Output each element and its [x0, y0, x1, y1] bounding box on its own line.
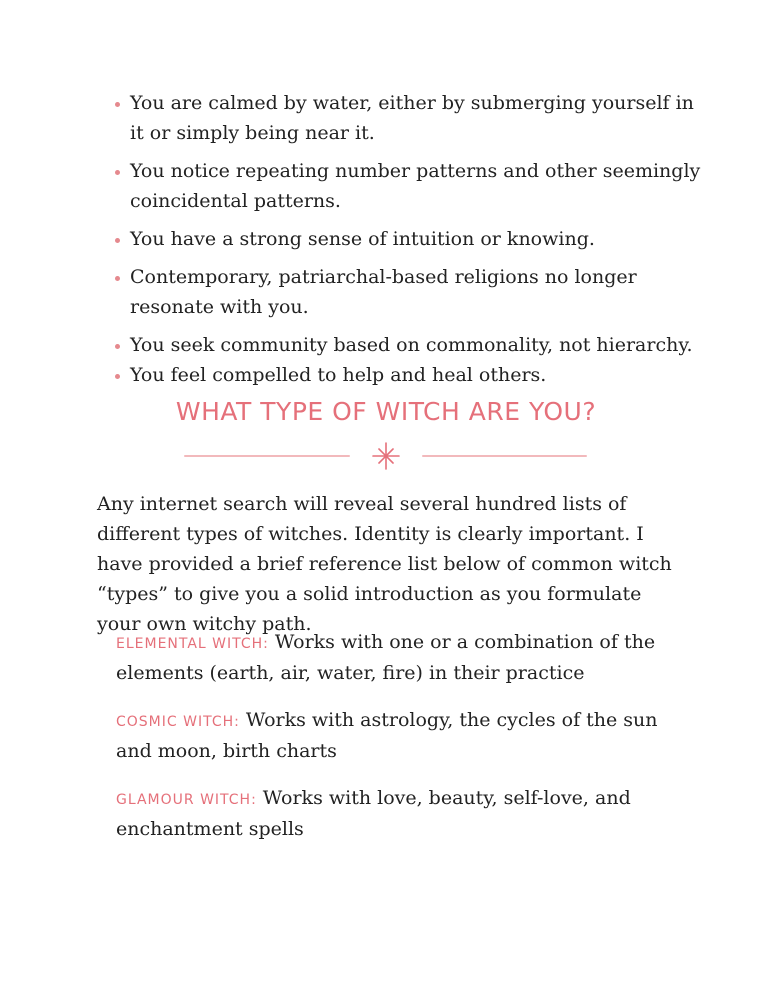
bullet-item [112, 262, 702, 322]
section-heading: WHAT TYPE OF WITCH ARE YOU? [175, 397, 597, 426]
bullet-dot-icon [115, 238, 120, 243]
bullet-dot-icon [115, 374, 120, 379]
witch-type-label: GLAMOUR WITCH: [116, 792, 257, 808]
witch-type-entry [116, 628, 676, 688]
bullet-text: You seek community based on commonality, not hierarchy. [130, 334, 693, 356]
witch-type-description: Works with love, beauty, self-love, and enchantment spells [116, 787, 631, 840]
bullet-dot-icon [115, 102, 120, 107]
witch-type-description: Works with one or a combination of the elements (earth, air, water, fire) in their practice [116, 631, 656, 684]
witch-type-label: COSMIC WITCH: [116, 714, 240, 730]
bullet-text: You are calmed by water, either by submerging yourself in it or simply being near it. [130, 92, 694, 144]
witch-type-description: Works with astrology, the cycles of the sun and moon, birth charts [116, 709, 658, 762]
witch-type-entry [116, 706, 676, 766]
starburst-divider-icon [183, 441, 588, 471]
bullet-text: You feel compelled to help and heal others. [130, 364, 547, 386]
bullet-dot-icon [115, 344, 120, 349]
bullet-item [112, 330, 702, 360]
bullet-item [112, 156, 702, 216]
bullet-text: You have a strong sense of intuition or knowing. [130, 228, 595, 250]
bullet-item [112, 88, 702, 148]
witch-type-list [116, 628, 676, 862]
witch-type-label: ELEMENTAL WITCH: [116, 636, 269, 652]
bullet-list [112, 88, 702, 390]
intro-paragraph: Any internet search will reveal several hundred lists of different types of witches. Identity is clearly important. I have provided a brief reference list below of common witch “types” to give you a solid introduction as you formulate your own witchy path. [97, 493, 672, 635]
bullet-dot-icon [115, 170, 120, 175]
bullet-text: You notice repeating number patterns and other seemingly coincidental patterns. [130, 160, 701, 212]
witch-type-entry [116, 784, 676, 844]
bullet-text: Contemporary, patriarchal-based religions no longer resonate with you. [130, 266, 637, 318]
bullet-dot-icon [115, 276, 120, 281]
bullet-item [112, 224, 702, 254]
bullet-item [112, 360, 702, 390]
